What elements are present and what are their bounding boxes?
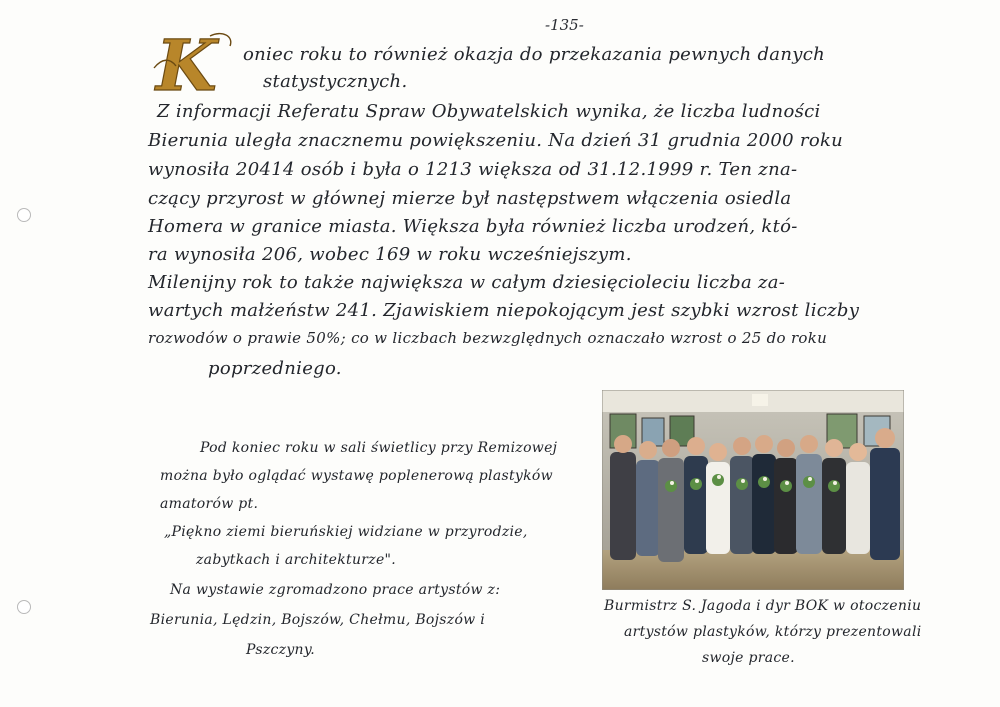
main-line: oniec roku to również okazja do przekazania pewnych danych — [243, 44, 825, 65]
exhibition-line: Na wystawie zgromadzono prace artystów z: — [170, 582, 501, 598]
caption-line: Burmistrz S. Jagoda i dyr BOK w otoczeniu — [604, 598, 922, 614]
main-line: statystycznych. — [263, 71, 408, 92]
exhibition-line: Pszczyny. — [246, 642, 315, 658]
caption-line: artystów plastyków, którzy prezentowali — [624, 624, 922, 640]
exhibition-line: Pod koniec roku w sali świetlicy przy Remizowej — [200, 440, 558, 456]
main-line: Z informacji Referatu Spraw Obywatelskich wynika, że liczba ludności — [157, 101, 821, 122]
drop-cap-letter: K — [156, 28, 217, 98]
caption-line: swoje prace. — [702, 650, 795, 666]
exhibition-line: można było oglądać wystawę poplenerową plastyków — [160, 468, 553, 484]
main-line: wynosiła 20414 osób i była o 1213 większa od 31.12.1999 r. Ten zna- — [148, 159, 798, 180]
drop-cap-ornament — [150, 28, 240, 98]
punch-hole — [17, 208, 31, 222]
main-line: rozwodów o prawie 50%; co w liczbach bezwzględnych oznaczało wzrost o 25 do roku — [148, 329, 828, 347]
page-number: -135- — [545, 16, 584, 34]
main-line: Bierunia uległa znacznemu powiększeniu. Na dzień 31 grudnia 2000 roku — [148, 130, 844, 151]
main-line: Homera w granice miasta. Większa była również liczba urodzeń, któ- — [148, 216, 798, 237]
group-photo — [602, 390, 904, 590]
punch-hole — [17, 600, 31, 614]
main-line: ra wynosiła 206, wobec 169 w roku wcześniejszym. — [148, 244, 632, 265]
main-line: Milenijny rok to także największa w całym dziesięcioleciu liczba za- — [148, 272, 786, 293]
exhibition-line: zabytkach i architekturze". — [196, 552, 397, 568]
main-line: poprzedniego. — [208, 358, 342, 379]
exhibition-line: „Piękno ziemi bieruńskiej widziane w przyrodzie, — [164, 524, 528, 540]
exhibition-line: Bierunia, Lędzin, Bojszów, Chełmu, Bojszów i — [150, 612, 485, 628]
main-line: wartych małżeństw 241. Zjawiskiem niepokojącym jest szybki wzrost liczby — [148, 300, 860, 321]
main-line: czący przyrost w głównej mierze był następstwem włączenia osiedla — [148, 188, 792, 209]
exhibition-line: amatorów pt. — [160, 496, 259, 512]
